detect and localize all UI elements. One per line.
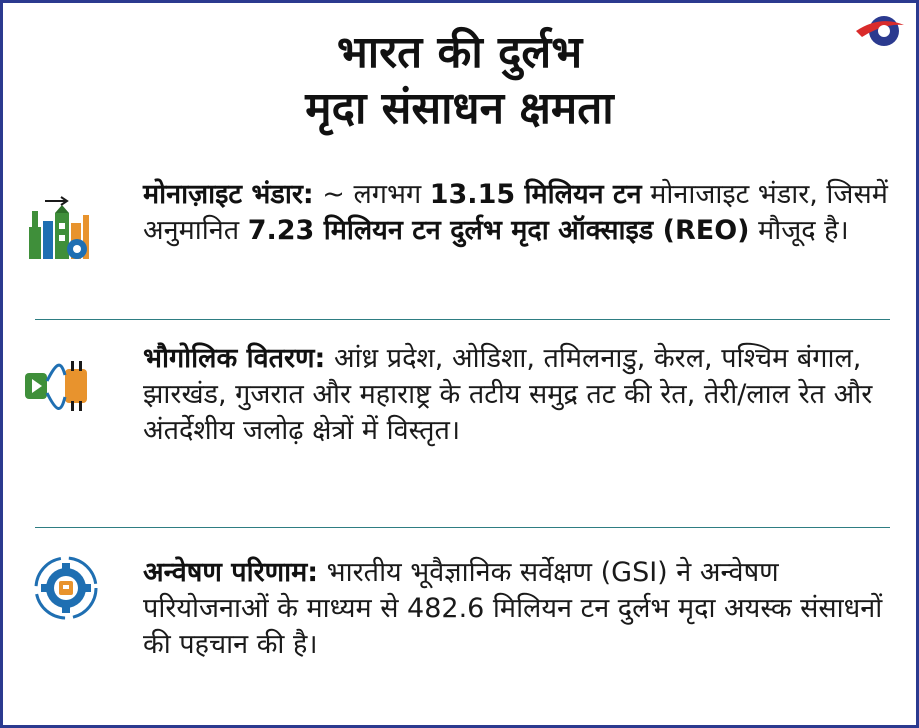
section-divider (35, 527, 890, 528)
gear-cycle-icon (31, 553, 101, 623)
section-exploration-text: अन्वेषण परिणाम: भारतीय भूवैज्ञानिक सर्वेक्षण (GSI) ने अन्वेषण परियोजनाओं के माध्यम से 482.6 मिलियन टन दुर्लभ मृदा अयस्क संसाधनों की पहचान की है। (143, 557, 883, 660)
distribution-plug-icon (21, 351, 91, 421)
page-title (3, 25, 916, 137)
section-exploration-heading: अन्वेषण परिणाम: (143, 557, 319, 588)
section-distribution-text: भौगोलिक वितरण: आंध्र प्रदेश, ओडिशा, तमिलनाडु, केरल, पश्चिम बंगाल, झारखंड, गुजरात और महाराष्ट्र के तटीय समुद्र तट की रेत, तेरी/लाल रेत और अंतर्देशीय जलोढ़ क्षेत्रों में विस्तृत। (143, 343, 873, 446)
title-line-2: मृदा संसाधन क्षमता (305, 83, 614, 134)
section-monazite-heading: मोनाज़ाइट भंडार: (143, 179, 314, 210)
factory-icon (25, 193, 95, 263)
section-distribution-heading: भौगोलिक वितरण: (143, 343, 326, 374)
title-line-1: भारत की दुर्लभ (336, 27, 583, 78)
section-monazite-text: मोनाज़ाइट भंडार: ~ लगभग 13.15 मिलियन टन मोनाजाइट भंडार, जिसमें अनुमानित 7.23 मिलियन टन दुर्लभ मृदा ऑक्साइड (REO) मौजूद है। (143, 179, 888, 246)
section-divider (35, 319, 890, 320)
